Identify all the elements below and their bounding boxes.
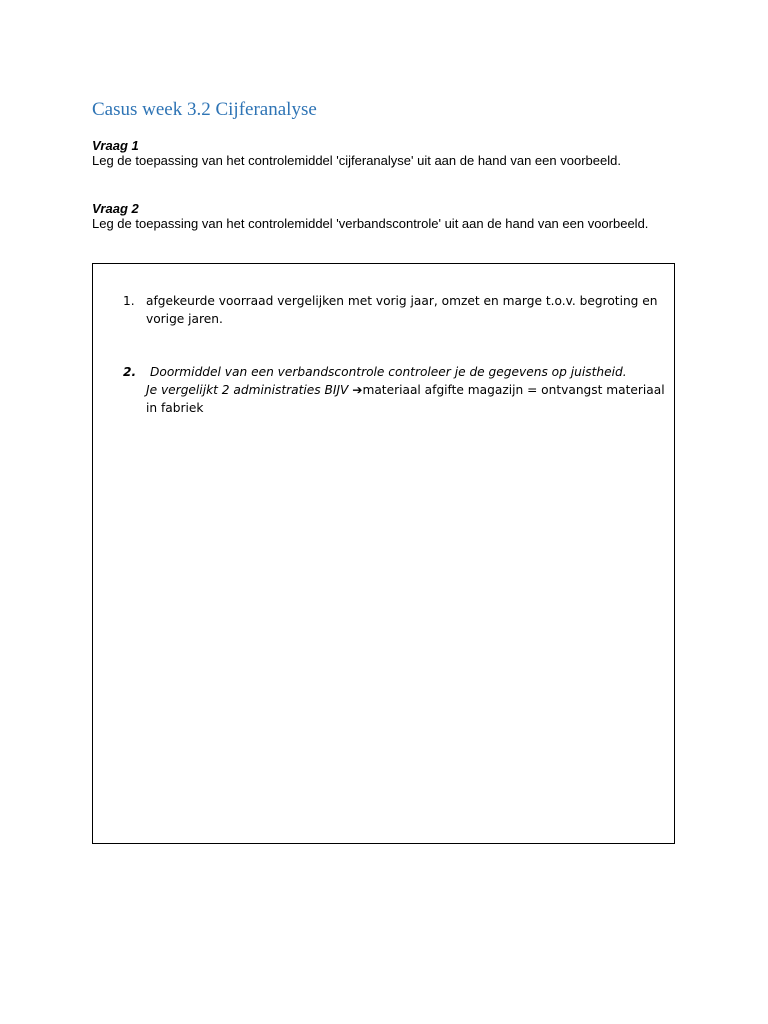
answer-1-text: afgekeurde voorraad vergelijken met vorig jaar, omzet en marge t.o.v. begroting en vorige jaren. <box>146 294 658 326</box>
question-2-label: Vraag 2 <box>92 201 139 216</box>
answer-2-line1: Doormiddel van een verbandscontrole controleer je de gegevens op juistheid. <box>150 365 627 379</box>
question-1-label: Vraag 1 <box>92 138 139 153</box>
question-1-text: Leg de toepassing van het controlemiddel 'cijferanalyse' uit aan de hand van een voorbeeld. <box>92 153 621 168</box>
arrow-right-icon: ➔ <box>352 383 363 397</box>
answer-1-number: 1. <box>123 294 135 308</box>
answer-2-line2 <box>146 381 676 417</box>
answer-2-line2-italic: Je vergelijkt 2 administraties BIJV <box>146 383 349 397</box>
answer-2-body <box>146 363 676 417</box>
answer-2-line2-rest: materiaal afgifte magazijn = ontvangst materiaal in fabriek <box>146 383 665 415</box>
page-title: Casus week 3.2 Cijferanalyse <box>92 99 317 120</box>
question-2-text: Leg de toepassing van het controlemiddel 'verbandscontrole' uit aan de hand van een voorbeeld. <box>92 216 649 231</box>
answer-2-number: 2. <box>123 365 137 379</box>
answer-box <box>92 263 675 844</box>
